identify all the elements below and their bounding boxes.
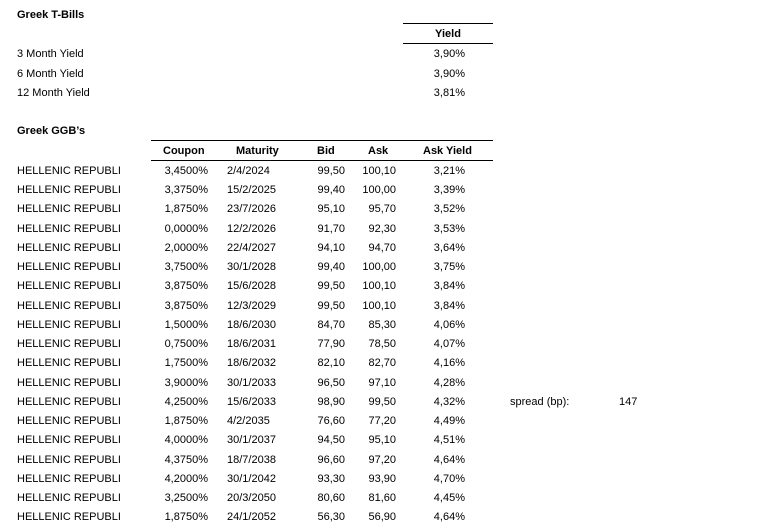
bond-maturity: 12/2/2026 xyxy=(227,223,276,235)
bond-ask-yield: 3,84% xyxy=(433,280,465,292)
bond-ask-yield: 3,75% xyxy=(433,261,465,273)
tbill-yield-6m: 3,90% xyxy=(433,68,465,80)
bond-bid: 94,50 xyxy=(317,434,345,446)
bond-ask: 78,50 xyxy=(368,338,396,350)
bond-coupon: 3,7500% xyxy=(164,261,208,273)
table-row xyxy=(0,454,776,473)
bond-bid: 76,60 xyxy=(317,415,345,427)
bond-coupon: 3,9000% xyxy=(164,377,208,389)
bond-bid: 99,50 xyxy=(317,165,345,177)
tbills-header-top-border xyxy=(403,23,493,24)
tbills-title: Greek T-Bills xyxy=(17,9,85,21)
table-row xyxy=(0,511,776,530)
bond-ask-yield: 4,64% xyxy=(433,511,465,523)
bond-bid: 99,40 xyxy=(317,261,345,273)
bond-maturity: 23/7/2026 xyxy=(227,203,276,215)
bond-maturity: 30/1/2042 xyxy=(227,473,276,485)
bond-ask-yield: 4,49% xyxy=(433,415,465,427)
bond-bid: 80,60 xyxy=(317,492,345,504)
bond-ask: 77,20 xyxy=(368,415,396,427)
bond-bid: 95,10 xyxy=(317,203,345,215)
bond-maturity: 18/7/2038 xyxy=(227,454,276,466)
bond-maturity: 15/6/2028 xyxy=(227,280,276,292)
bond-name: HELLENIC REPUBLI xyxy=(17,338,121,350)
ggbs-header-maturity: Maturity xyxy=(236,145,279,157)
bond-name: HELLENIC REPUBLI xyxy=(17,396,121,408)
bond-ask: 92,30 xyxy=(368,223,396,235)
table-row xyxy=(0,184,776,203)
bond-maturity: 15/2/2025 xyxy=(227,184,276,196)
bond-bid: 99,40 xyxy=(317,184,345,196)
bond-coupon: 3,4500% xyxy=(164,165,208,177)
bond-bid: 99,50 xyxy=(317,280,345,292)
table-row xyxy=(0,434,776,453)
bond-name: HELLENIC REPUBLI xyxy=(17,473,121,485)
tbill-label-12m: 12 Month Yield xyxy=(17,87,90,99)
bond-bid: 98,90 xyxy=(317,396,345,408)
ggbs-header-ask-yield: Ask Yield xyxy=(423,145,472,157)
bond-ask: 97,10 xyxy=(368,377,396,389)
bond-name: HELLENIC REPUBLI xyxy=(17,434,121,446)
bond-ask-yield: 4,51% xyxy=(433,434,465,446)
bond-ask: 100,10 xyxy=(362,280,396,292)
bond-name: HELLENIC REPUBLI xyxy=(17,357,121,369)
bond-ask-yield: 3,64% xyxy=(433,242,465,254)
tbill-yield-12m: 3,81% xyxy=(433,87,465,99)
table-row xyxy=(0,203,776,222)
bond-bid: 96,50 xyxy=(317,377,345,389)
bond-name: HELLENIC REPUBLI xyxy=(17,415,121,427)
table-row xyxy=(0,415,776,434)
bond-bid: 56,30 xyxy=(317,511,345,523)
bond-ask: 94,70 xyxy=(368,242,396,254)
table-row xyxy=(0,261,776,280)
table-row xyxy=(0,473,776,492)
bond-name: HELLENIC REPUBLI xyxy=(17,300,121,312)
bond-bid: 96,60 xyxy=(317,454,345,466)
spread-label: spread (bp): xyxy=(510,396,570,408)
ggbs-header-top-border xyxy=(151,140,493,141)
bond-bid: 91,70 xyxy=(317,223,345,235)
bond-coupon: 1,8750% xyxy=(164,415,208,427)
ggbs-header-ask: Ask xyxy=(368,145,389,157)
bond-coupon: 4,2000% xyxy=(164,473,208,485)
bond-name: HELLENIC REPUBLI xyxy=(17,319,121,331)
bond-ask: 95,10 xyxy=(368,434,396,446)
table-row xyxy=(0,242,776,261)
bond-name: HELLENIC REPUBLI xyxy=(17,223,121,235)
bond-coupon: 4,3750% xyxy=(164,454,208,466)
tbill-label-6m: 6 Month Yield xyxy=(17,68,84,80)
bond-ask-yield: 4,28% xyxy=(433,377,465,389)
table-row xyxy=(0,300,776,319)
bond-coupon: 3,2500% xyxy=(164,492,208,504)
bond-ask: 95,70 xyxy=(368,203,396,215)
bond-ask-yield: 4,45% xyxy=(433,492,465,504)
bond-maturity: 18/6/2032 xyxy=(227,357,276,369)
bond-name: HELLENIC REPUBLI xyxy=(17,242,121,254)
bond-coupon: 3,8750% xyxy=(164,280,208,292)
bond-ask: 99,50 xyxy=(368,396,396,408)
bond-maturity: 22/4/2027 xyxy=(227,242,276,254)
bond-ask-yield: 4,32% xyxy=(433,396,465,408)
bond-coupon: 1,7500% xyxy=(164,357,208,369)
bond-coupon: 4,2500% xyxy=(164,396,208,408)
bond-ask: 93,90 xyxy=(368,473,396,485)
bond-name: HELLENIC REPUBLI xyxy=(17,280,121,292)
bond-bid: 84,70 xyxy=(317,319,345,331)
bond-maturity: 30/1/2037 xyxy=(227,434,276,446)
table-row xyxy=(0,280,776,299)
bond-name: HELLENIC REPUBLI xyxy=(17,492,121,504)
bond-ask: 100,10 xyxy=(362,300,396,312)
bond-coupon: 3,8750% xyxy=(164,300,208,312)
bond-ask-yield: 3,39% xyxy=(433,184,465,196)
bond-coupon: 1,8750% xyxy=(164,511,208,523)
spread-value: 147 xyxy=(619,396,638,408)
table-row xyxy=(0,223,776,242)
table-row xyxy=(0,357,776,376)
bond-maturity: 15/6/2033 xyxy=(227,396,276,408)
bond-maturity: 18/6/2030 xyxy=(227,319,276,331)
bond-ask: 85,30 xyxy=(368,319,396,331)
bond-ask: 100,00 xyxy=(362,261,396,273)
bond-maturity: 18/6/2031 xyxy=(227,338,276,350)
bond-maturity: 30/1/2028 xyxy=(227,261,276,273)
bond-coupon: 4,0000% xyxy=(164,434,208,446)
bond-ask-yield: 3,52% xyxy=(433,203,465,215)
bond-bid: 82,10 xyxy=(317,357,345,369)
tbills-header-bottom-border xyxy=(403,43,493,44)
table-row xyxy=(0,319,776,338)
bond-maturity: 12/3/2029 xyxy=(227,300,276,312)
bond-bid: 94,10 xyxy=(317,242,345,254)
tbills-yield-header: Yield xyxy=(435,28,461,40)
bond-ask: 82,70 xyxy=(368,357,396,369)
bond-name: HELLENIC REPUBLI xyxy=(17,261,121,273)
bond-maturity: 2/4/2024 xyxy=(227,165,270,177)
bond-coupon: 1,5000% xyxy=(164,319,208,331)
bond-name: HELLENIC REPUBLI xyxy=(17,184,121,196)
bond-coupon: 0,7500% xyxy=(164,338,208,350)
bond-maturity: 4/2/2035 xyxy=(227,415,270,427)
bond-ask: 97,20 xyxy=(368,454,396,466)
bond-ask-yield: 4,16% xyxy=(433,357,465,369)
ggbs-header-bid: Bid xyxy=(317,145,335,157)
bond-ask: 56,90 xyxy=(368,511,396,523)
table-row xyxy=(0,396,776,415)
bond-name: HELLENIC REPUBLI xyxy=(17,165,121,177)
bond-maturity: 30/1/2033 xyxy=(227,377,276,389)
bond-coupon: 2,0000% xyxy=(164,242,208,254)
table-row xyxy=(0,492,776,511)
bond-bid: 93,30 xyxy=(317,473,345,485)
bond-bid: 77,90 xyxy=(317,338,345,350)
bond-ask: 81,60 xyxy=(368,492,396,504)
bond-ask: 100,00 xyxy=(362,184,396,196)
bond-coupon: 1,8750% xyxy=(164,203,208,215)
table-row xyxy=(0,165,776,184)
bond-ask-yield: 3,53% xyxy=(433,223,465,235)
bond-maturity: 20/3/2050 xyxy=(227,492,276,504)
bond-maturity: 24/1/2052 xyxy=(227,511,276,523)
bond-coupon: 3,3750% xyxy=(164,184,208,196)
ggbs-title: Greek GGB’s xyxy=(17,125,86,137)
bond-ask-yield: 4,07% xyxy=(433,338,465,350)
tbill-yield-3m: 3,90% xyxy=(433,48,465,60)
ggbs-header-coupon: Coupon xyxy=(163,145,205,157)
bond-name: HELLENIC REPUBLI xyxy=(17,377,121,389)
bond-name: HELLENIC REPUBLI xyxy=(17,454,121,466)
table-row xyxy=(0,377,776,396)
bond-name: HELLENIC REPUBLI xyxy=(17,511,121,523)
bond-coupon: 0,0000% xyxy=(164,223,208,235)
bond-bid: 99,50 xyxy=(317,300,345,312)
bond-ask: 100,10 xyxy=(362,165,396,177)
bond-ask-yield: 4,64% xyxy=(433,454,465,466)
bond-ask-yield: 4,70% xyxy=(433,473,465,485)
tbill-label-3m: 3 Month Yield xyxy=(17,48,84,60)
bond-ask-yield: 3,21% xyxy=(433,165,465,177)
ggbs-header-bottom-border xyxy=(151,160,493,161)
bond-name: HELLENIC REPUBLI xyxy=(17,203,121,215)
bond-ask-yield: 3,84% xyxy=(433,300,465,312)
table-row xyxy=(0,338,776,357)
bond-ask-yield: 4,06% xyxy=(433,319,465,331)
